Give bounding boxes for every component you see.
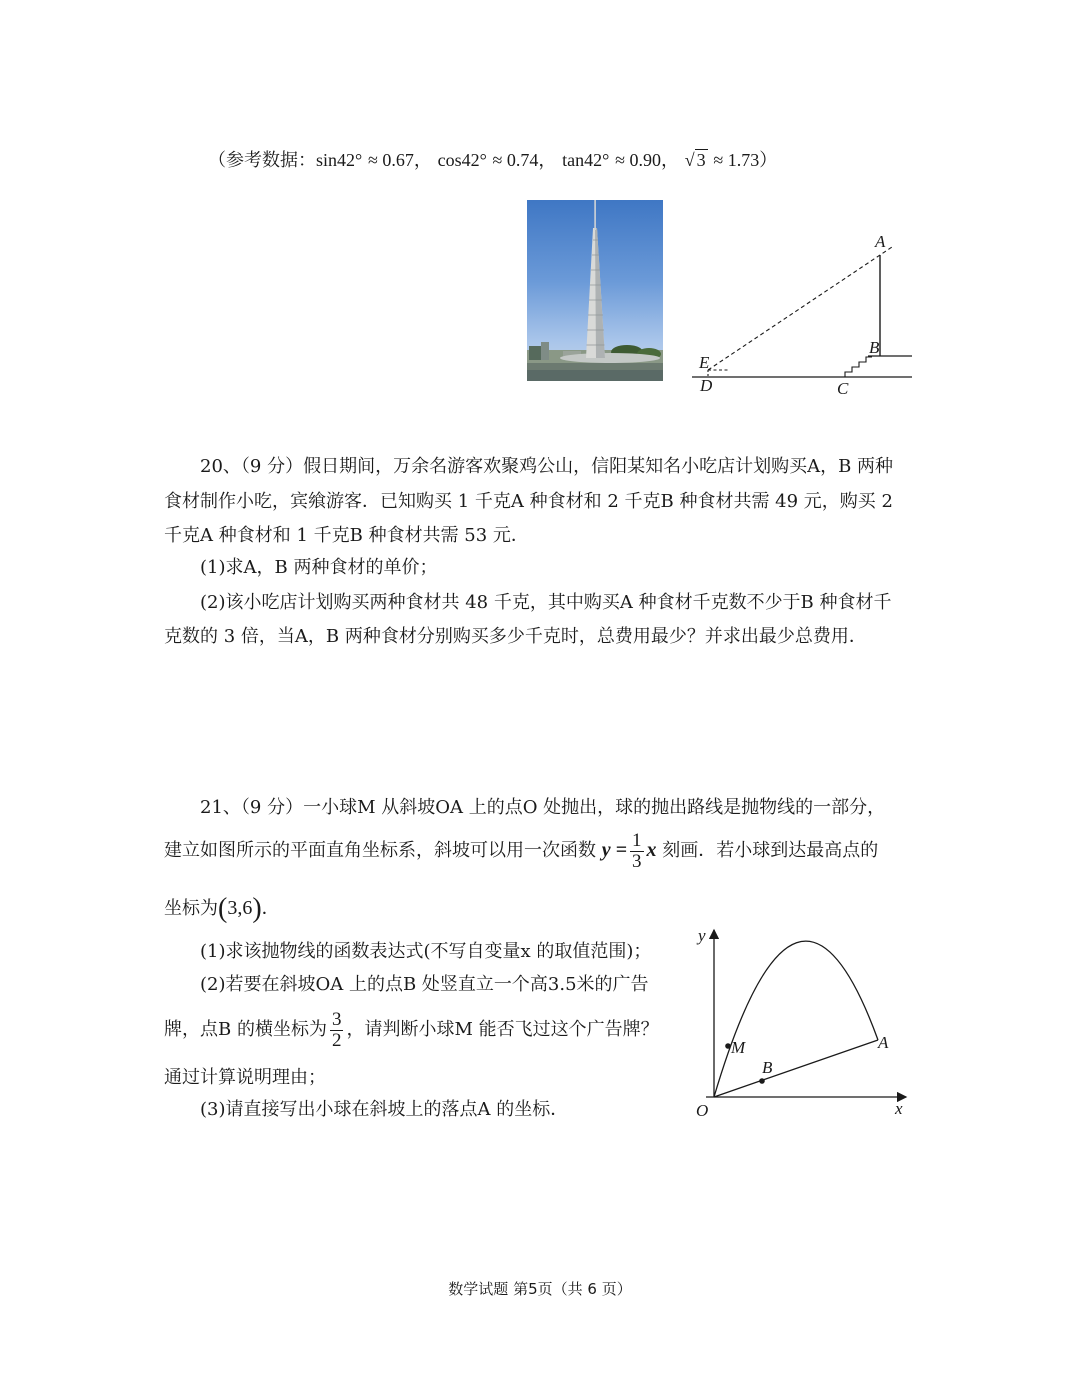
reference-data bbox=[208, 148, 777, 173]
q20-line-3: 千克A 种食材和 1 千克B 种食材共需 53 元． bbox=[164, 525, 529, 546]
q21-line-2 bbox=[164, 827, 878, 873]
point-d-label: D bbox=[700, 376, 713, 395]
q20-part-2-line-1: (2)该小吃店计划购买两种食材共 48 千克，其中购买A 种食材千克数不少于B 种食材千 bbox=[200, 592, 892, 613]
sqrt-value: ≈ 1.73 bbox=[713, 150, 760, 170]
cos-value: ≈ 0.74 bbox=[492, 150, 539, 170]
q21-part-2-line-1: (2)若要在斜坡OA 上的点B 处竖直立一个高3.5米的广告 bbox=[200, 974, 649, 995]
fraction-denominator: 2 bbox=[331, 1029, 342, 1051]
point-b bbox=[759, 1078, 765, 1084]
point-b-label: B bbox=[762, 1058, 773, 1077]
x-axis-label: x bbox=[895, 1099, 903, 1118]
y-axis-label: y bbox=[698, 926, 706, 945]
sin-label: sin42° bbox=[316, 150, 363, 170]
fraction-denominator: 3 bbox=[632, 850, 642, 872]
function-x: x bbox=[646, 839, 657, 861]
tan-label: tan42° bbox=[562, 150, 610, 170]
q20-part-2-line-2: 克数的 3 倍，当A，B 两种食材分别购买多少千克时，总费用最少？并求出最少总费用． bbox=[164, 626, 867, 647]
origin-label: O bbox=[696, 1101, 709, 1120]
q21-part-1: (1)求该抛物线的函数表达式(不写自变量x 的取值范围)； bbox=[200, 941, 652, 962]
tower-elevation-diagram bbox=[690, 235, 920, 400]
q20-line-2: 食材制作小吃，宾飨游客．已知购买 1 千克A 种食材和 2 千克B 种食材共需 49 元，购买 2 bbox=[164, 491, 893, 512]
separator: ， bbox=[660, 150, 679, 171]
q21-line-3-tail: ． bbox=[261, 898, 280, 919]
q21-line-1: 21、（9 分）一小球M 从斜坡OA 上的点O 处抛出，球的抛出路线是抛物线的一部分， bbox=[200, 797, 886, 818]
point-a-label: A bbox=[875, 235, 886, 251]
vertex-coordinate: 3,6 bbox=[227, 897, 253, 919]
separator: ， bbox=[538, 150, 557, 171]
q21-part-2-line-2-text: 牌，点B 的横坐标为 bbox=[164, 1019, 327, 1040]
function-y: y = bbox=[601, 839, 628, 861]
fraction-three-halves bbox=[330, 1010, 344, 1051]
cos-label: cos42° bbox=[437, 150, 487, 170]
point-b-label: B bbox=[869, 338, 880, 357]
fraction-numerator: 3 bbox=[331, 1008, 342, 1030]
q20-part-1: (1)求A，B 两种食材的单价； bbox=[200, 557, 438, 578]
parabola-diagram bbox=[690, 922, 915, 1127]
q20-line-1: 20、（9 分）假日期间，万余名游客欢聚鸡公山，信阳某知名小吃店计划购买A，B 两种 bbox=[200, 456, 894, 477]
parabola-curve bbox=[714, 941, 878, 1097]
tower-photo-drawing bbox=[527, 200, 663, 381]
separator: ， bbox=[413, 150, 432, 171]
tower-photo bbox=[527, 200, 663, 381]
point-m bbox=[725, 1043, 731, 1049]
q21-line-2-text: 建立如图所示的平面直角坐标系，斜坡可以用一次函数 bbox=[164, 840, 596, 861]
q21-part-2-line-3: 通过计算说明理由； bbox=[164, 1067, 326, 1088]
point-e-label: E bbox=[699, 353, 710, 372]
q21-part-2-line-2 bbox=[164, 1007, 659, 1053]
q21-part-3: (3)请直接写出小球在斜坡上的落点A 的坐标． bbox=[200, 1099, 569, 1120]
reference-open: （参考数据： bbox=[208, 150, 316, 171]
q21-part-2-line-2-tail: ，请判断小球M 能否飞过这个广告牌？ bbox=[346, 1019, 659, 1040]
point-m-label: M bbox=[731, 1038, 746, 1057]
tan-value: ≈ 0.90 bbox=[615, 150, 661, 170]
sqrt-three: √ 3 bbox=[684, 150, 706, 170]
q21-line-3: 坐标为(3,6)． bbox=[164, 893, 280, 924]
reference-close: ） bbox=[759, 150, 778, 171]
sin-value: ≈ 0.67 bbox=[367, 150, 414, 170]
sqrt-argument: 3 bbox=[696, 150, 706, 170]
point-a-label: A bbox=[878, 1033, 889, 1052]
q21-line-3-text: 坐标为 bbox=[164, 898, 218, 919]
q21-line-2-tail: 刻画．若小球到达最高点的 bbox=[662, 840, 879, 861]
point-c-label: C bbox=[837, 379, 849, 398]
page-footer: 数学试题 第5页（共 6 页） bbox=[448, 1280, 632, 1298]
fraction-one-third bbox=[630, 831, 644, 872]
fraction-numerator: 1 bbox=[632, 829, 642, 851]
